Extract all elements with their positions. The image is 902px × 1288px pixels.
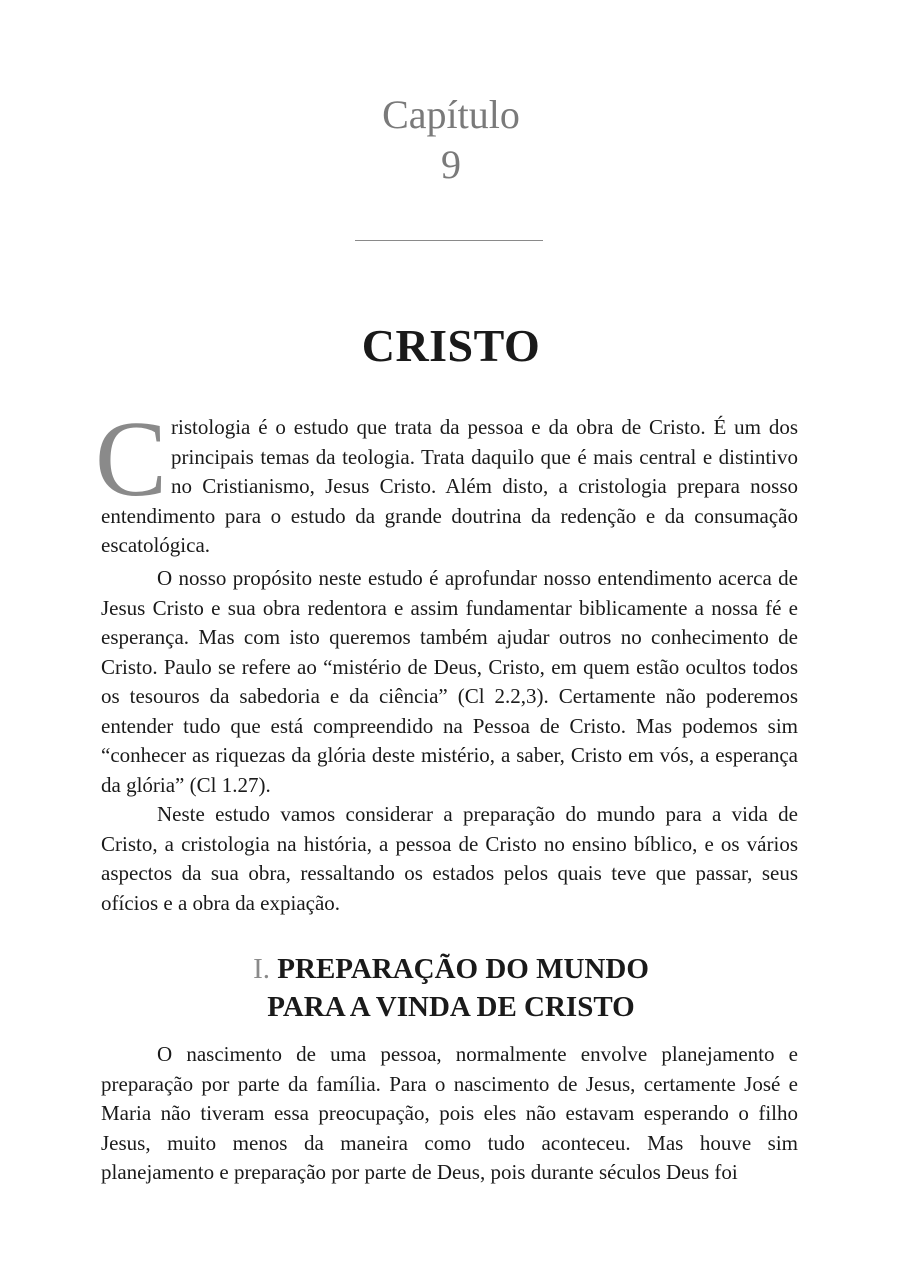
chapter-divider bbox=[355, 240, 543, 241]
chapter-title: CRISTO bbox=[361, 320, 541, 371]
drop-cap: C bbox=[95, 400, 168, 519]
section-heading-text-1: PREPARAÇÃO DO MUNDO bbox=[277, 953, 649, 985]
section-heading-line-2: PARA A VINDA DE CRISTO bbox=[267, 991, 635, 1023]
section-heading-line-1 bbox=[0, 950, 902, 988]
chapter-number: 9 bbox=[441, 142, 461, 187]
intro-paragraph-1 bbox=[95, 400, 798, 561]
intro-paragraph-1-text: ristologia é o estudo que trata da pessoa e da obra de Cristo. É um dos principais temas da teologia. Trata daquilo que é mais central e distintivo no Cristianismo, Jesus Cristo. Além disto, a cristologia prepara nosso entendimento para o estudo da grande doutrina da redenção e da consumação escatológica. bbox=[101, 415, 798, 557]
section-paragraph-1: O nascimento de uma pessoa, normalmente envolve planejamento e preparação por parte da família. Para o nascimento de Jesus, certamente José e Maria não tiveram essa preocupação, pois eles não estavam esperando o filho Jesus, muito menos da maneira como tudo aconteceu. Mas houve sim planejamento e preparação por parte de Deus, pois durante séculos Deus foi bbox=[101, 1042, 798, 1184]
intro-paragraph-2: O nosso propósito neste estudo é aprofundar nosso entendimento acerca de Jesus Cristo e sua obra redentora e assim fundamentar biblicamente a nossa fé e esperança. Mas com isto queremos também ajudar outros no conhecimento de Cristo. Paulo se refere ao “mistério de Deus, Cristo, em quem estão ocultos todos os tesouros da sabedoria e da ciência” (Cl 2.2,3). Certamente não poderemos entender tudo que está compreendido na Pessoa de Cristo. Mas podemos sim “conhecer as riquezas da glória deste mistério, a saber, Cristo em vós, a esperança da glória” (Cl 1.27). bbox=[101, 566, 798, 797]
section-roman-numeral: I. bbox=[253, 953, 271, 985]
intro-paragraph-3: Neste estudo vamos considerar a preparação do mundo para a vida de Cristo, a cristologia na história, a pessoa de Cristo no ensino bíblico, e os vários aspectos da sua obra, ressaltando os estados pelos quais teve que passar, seus ofícios e a obra da expiação. bbox=[101, 802, 798, 915]
section-heading bbox=[0, 950, 902, 1026]
chapter-label: Capítulo bbox=[382, 92, 520, 137]
